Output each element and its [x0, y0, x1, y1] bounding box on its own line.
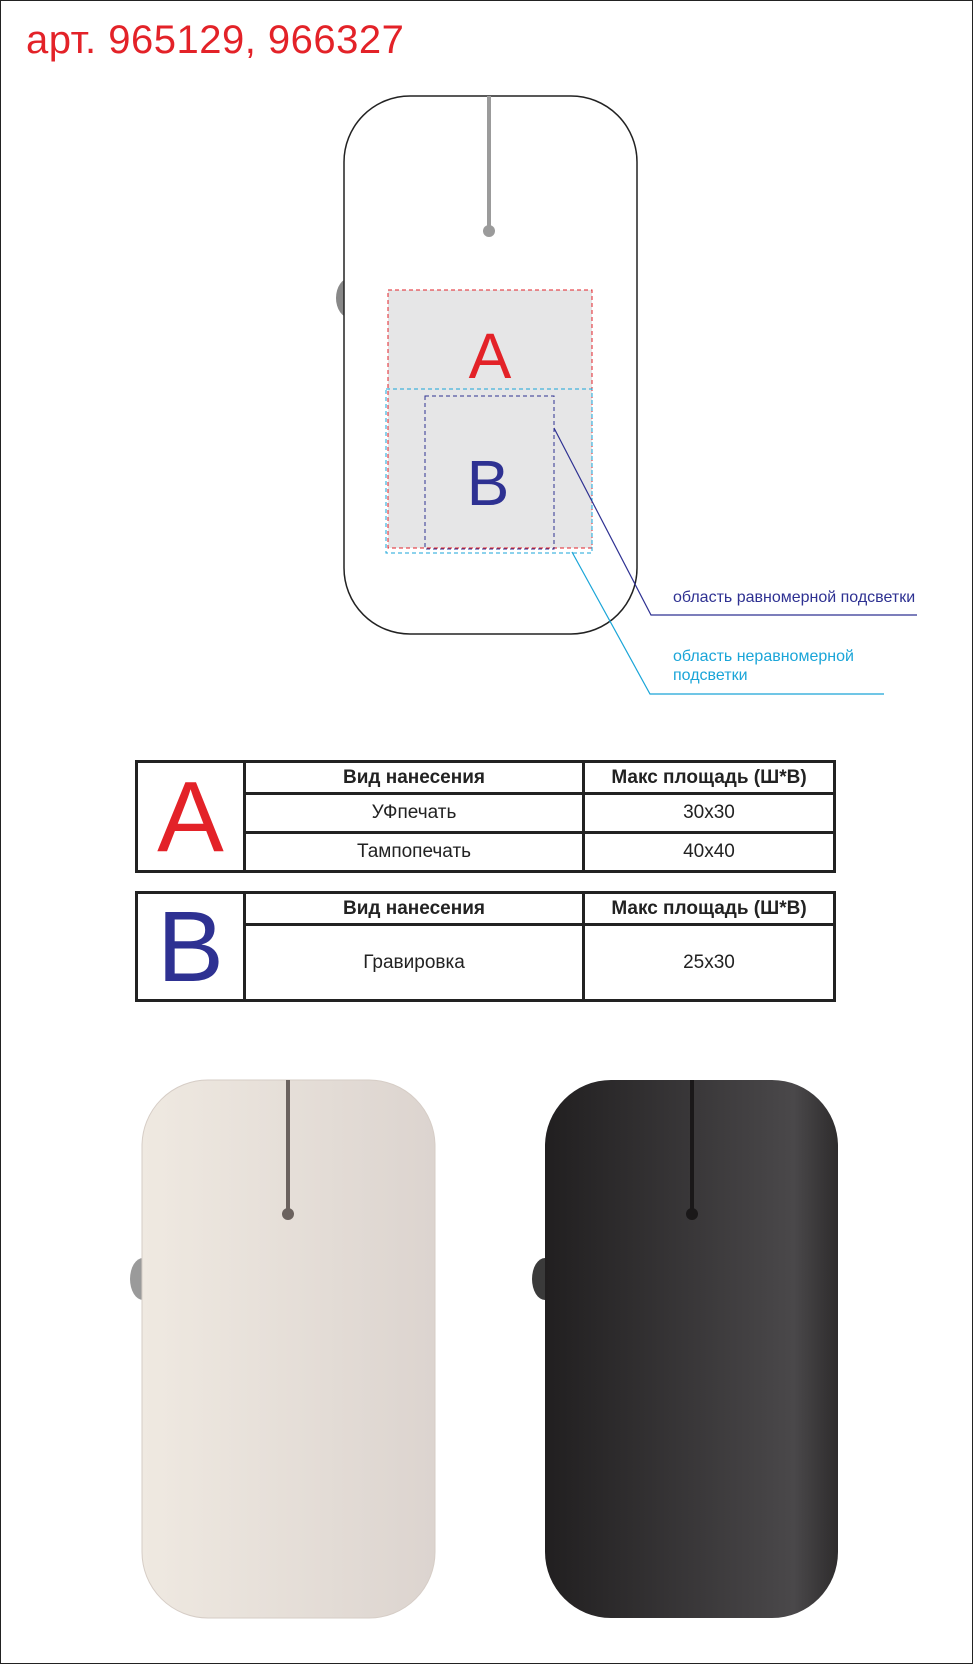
- zone-a-letter: A: [468, 320, 512, 392]
- even-illumination-text: область равномерной подсветки: [673, 589, 916, 606]
- table-b-row1-area: 25x30: [584, 925, 835, 1001]
- table-a-row2-area: 40x40: [584, 833, 835, 872]
- uneven-illumination-label: [673, 647, 903, 685]
- uneven-illumination-line1: область неравномерной: [673, 648, 854, 665]
- groove-dot: [483, 225, 495, 237]
- table-b-header-method: Вид нанесения: [245, 893, 584, 925]
- table-zone-b: [135, 891, 836, 1002]
- table-a-row1-area: 30x30: [584, 794, 835, 833]
- zone-b-letter: B: [466, 447, 510, 519]
- table-a-row1-method: УФпечать: [245, 794, 584, 833]
- table-zone-a: [135, 760, 836, 873]
- table-a-header-method: Вид нанесения: [245, 762, 584, 794]
- table-b-header-area: Макс площадь (Ш*В): [584, 893, 835, 925]
- table-a-header-area: Макс площадь (Ш*В): [584, 762, 835, 794]
- table-a-row2-method: Тампопечать: [245, 833, 584, 872]
- mouse-print-area-drawing: [0, 0, 973, 720]
- table-b-row1-method: Гравировка: [245, 925, 584, 1001]
- table-a-letter: A: [137, 762, 245, 872]
- table-b-letter: B: [137, 893, 245, 1001]
- uneven-illumination-line2: подсветки: [673, 667, 748, 684]
- article-title: арт. 965129, 966327: [26, 18, 405, 62]
- even-illumination-label: [673, 588, 915, 607]
